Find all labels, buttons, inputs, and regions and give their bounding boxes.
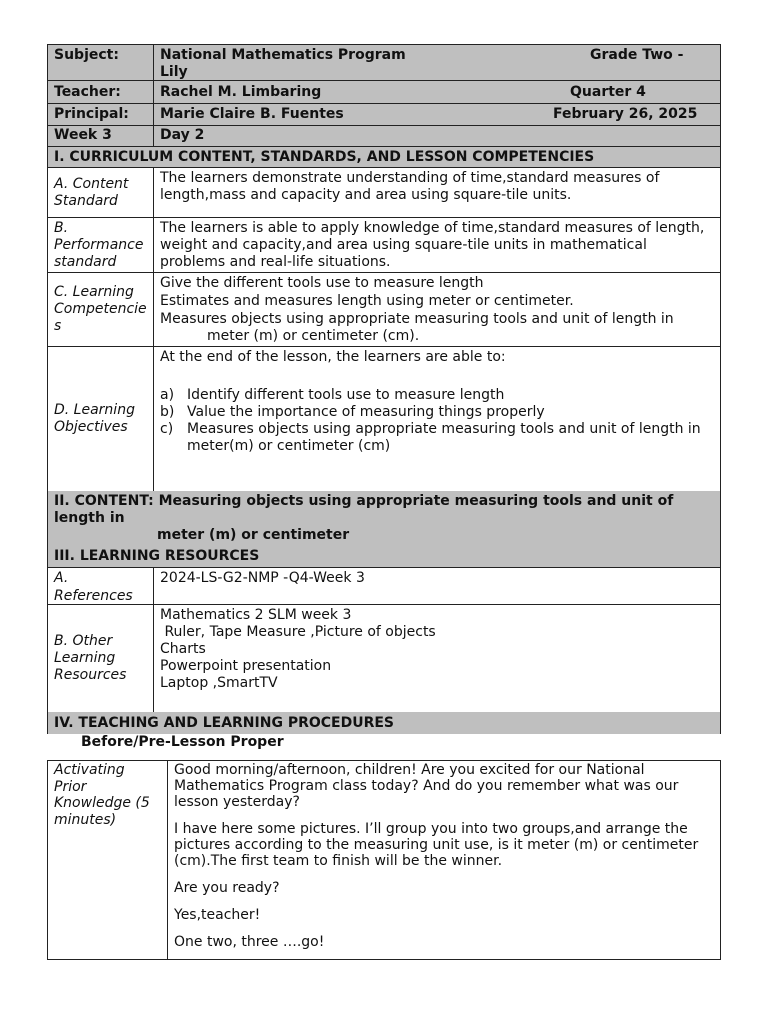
section-4-heading [47, 712, 721, 734]
references-text-cell [153, 567, 721, 605]
apk-paragraph: Good morning/afternoon, children! Are you excited for our National Mathematics Program class today? And do you remember what was our lesson yesterday? [174, 762, 679, 810]
principal-value: Marie Claire B. Fuentes [160, 106, 344, 122]
teacher-value: Rachel M. Limbaring [160, 84, 322, 100]
objectives-label-1: D. Learning [54, 402, 135, 418]
performance-text-cell [153, 217, 721, 273]
section-2-title-line-1: II. CONTENT: Measuring objects using appropriate measuring tools and unit of length in [54, 493, 674, 526]
performance-text: The learners is able to apply knowledge of time,standard measures of length, weight and capacity,and area using square-tile units in mathematical problems and real-life situations. [160, 220, 705, 270]
resource-item: Charts [160, 641, 206, 657]
apk-label-3: Knowledge (5 [54, 795, 150, 811]
section-3-title: III. LEARNING RESOURCES [54, 548, 260, 564]
objective-marker: c) [160, 421, 174, 437]
objective-text: Measures objects using appropriate measuring tools and unit of length in meter(m) or centimeter (cm) [187, 421, 701, 454]
section-2-title-line-2: meter (m) or centimeter [157, 527, 350, 543]
resource-item: Mathematics 2 SLM week 3 [160, 607, 352, 623]
content-standard-label-1: A. Content [54, 176, 129, 192]
objectives-intro: At the end of the lesson, the learners are able to: [160, 349, 506, 365]
apk-label-2: Prior [54, 778, 87, 795]
apk-text-cell [167, 760, 721, 960]
apk-label-1: Activating [54, 762, 125, 778]
apk-label-cell [47, 760, 168, 960]
objective-item [160, 404, 714, 421]
grade-line-2: Lily [160, 64, 188, 80]
objective-text: Value the importance of measuring things properly [187, 404, 545, 420]
objectives-list [160, 387, 714, 455]
competency-item-continuation: meter (m) or centimeter (cm). [207, 328, 420, 344]
competency-item: Estimates and measures length using meter or centimeter. [160, 293, 574, 309]
teacher-label: Teacher: [54, 84, 121, 100]
section-4-subtitle: Before/Pre-Lesson Proper [81, 734, 284, 750]
objective-text: Identify different tools use to measure length [187, 387, 505, 403]
objective-marker: b) [160, 404, 175, 420]
objectives-label-cell [47, 346, 154, 492]
competencies-label-2: Competencie [54, 301, 147, 317]
competencies-label-3: s [54, 318, 62, 334]
principal-label: Principal: [54, 106, 129, 122]
section-4-title: IV. TEACHING AND LEARNING PROCEDURES [54, 715, 395, 731]
day-cell [153, 125, 721, 147]
competencies-label-1: C. Learning [54, 284, 134, 300]
apk-paragraph: One two, three ….go! [174, 934, 325, 950]
objective-marker: a) [160, 387, 175, 403]
other-resources-label-1: B. Other [54, 633, 113, 649]
resource-item: Ruler, Tape Measure ,Picture of objects [160, 624, 436, 640]
other-resources-label-cell [47, 604, 154, 713]
other-resources-label-3: Resources [54, 667, 127, 683]
week-label: Week 3 [54, 127, 112, 143]
references-text: 2024-LS-G2-NMP -Q4-Week 3 [160, 570, 365, 586]
performance-label-1: B. [54, 220, 69, 236]
competencies-text-cell [153, 272, 721, 347]
grade-line-1: Grade Two - [590, 47, 684, 63]
subject-value: National Mathematics Program [160, 47, 406, 63]
content-standard-text-cell [153, 167, 721, 218]
performance-label-3: standard [54, 254, 117, 270]
competency-item: Give the different tools use to measure length [160, 275, 484, 291]
references-label-1: A. [54, 570, 69, 586]
competency-item: Measures objects using appropriate measuring tools and unit of length in [160, 311, 674, 327]
content-standard-text: The learners demonstrate understanding of time,standard measures of length,mass and capacity and area using square-tile units. [160, 170, 660, 203]
apk-paragraph: Yes,teacher! [174, 907, 261, 923]
apk-paragraph: I have here some pictures. I’ll group you into two groups,and arrange the pictures according to the measuring unit use, is it meter (m) or centimeter (cm).The first team to finish will be the winner. [174, 821, 699, 869]
quarter: Quarter 4 [570, 84, 646, 100]
apk-label-4: minutes) [54, 811, 117, 828]
section-1-title: I. CURRICULUM CONTENT, STANDARDS, AND LESSON COMPETENCIES [54, 149, 595, 165]
references-label-2: References [54, 588, 133, 604]
competencies-label-cell [47, 272, 154, 347]
objectives-text-cell [153, 346, 721, 492]
content-standard-label-2: Standard [54, 193, 118, 209]
content-standard-label-cell [47, 167, 154, 218]
other-resources-label-2: Learning [54, 650, 116, 666]
section-1-heading [47, 146, 721, 168]
day-label: Day 2 [160, 127, 205, 143]
objective-item [160, 387, 714, 404]
apk-paragraph: Are you ready? [174, 880, 280, 896]
references-label-cell [47, 567, 154, 605]
performance-label-cell [47, 217, 154, 273]
performance-label-2: Performance [54, 237, 144, 253]
resource-item: Laptop ,SmartTV [160, 675, 278, 691]
resource-item: Powerpoint presentation [160, 658, 332, 674]
lesson-date: February 26, 2025 [553, 106, 698, 122]
other-resources-text-cell [153, 604, 721, 713]
objectives-label-2: Objectives [54, 419, 128, 435]
subject-label: Subject: [54, 47, 119, 63]
objective-item [160, 421, 714, 455]
